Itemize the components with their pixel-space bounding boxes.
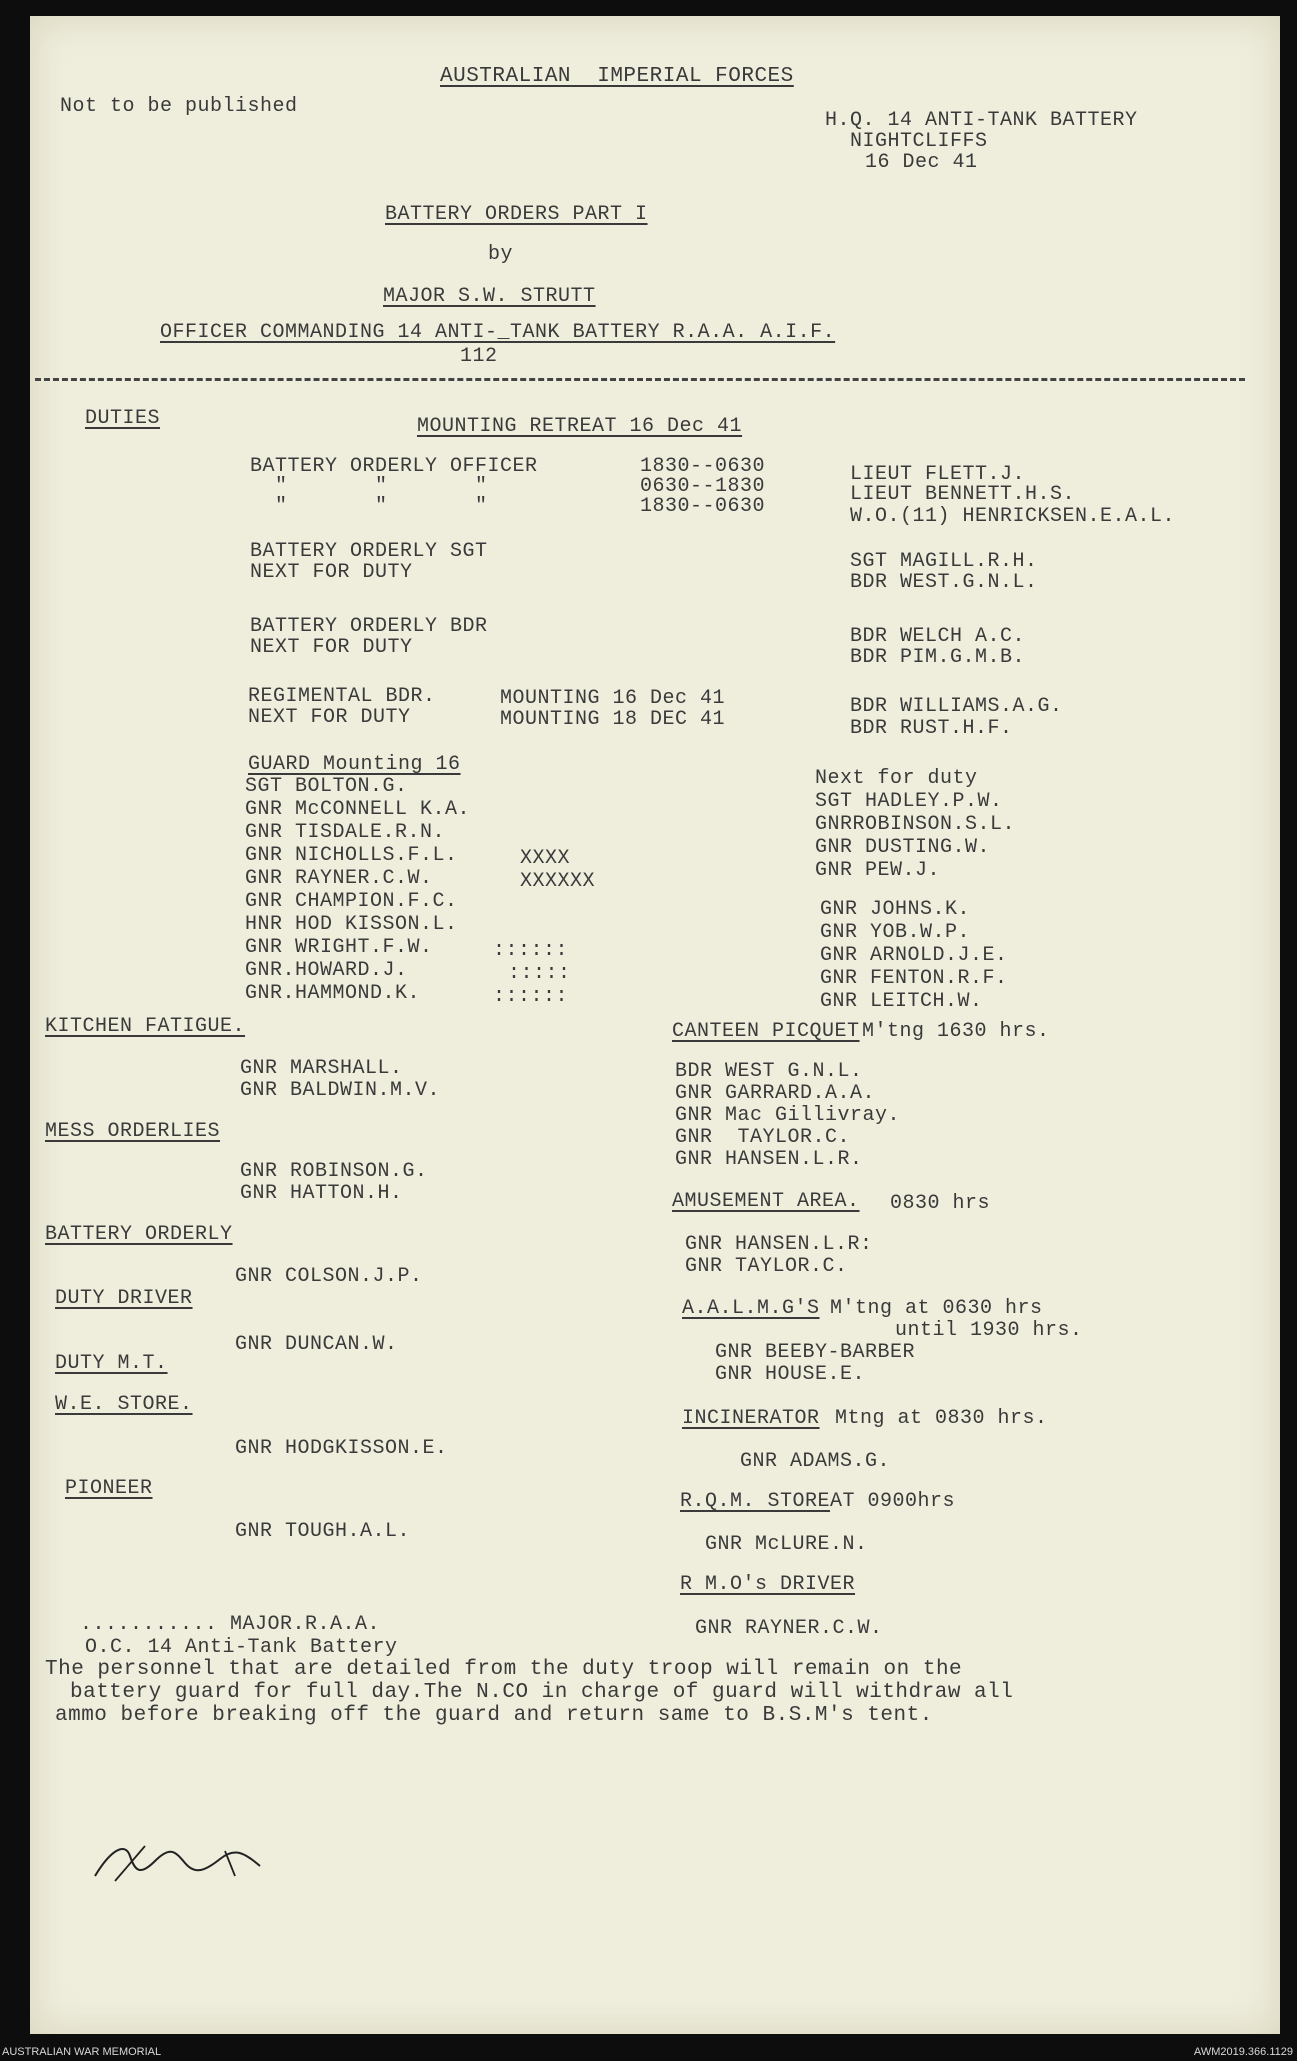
hq-line-1: H.Q. 14 ANTI-TANK BATTERY	[825, 109, 1138, 132]
incinerator-name: GNR ADAMS.G.	[740, 1450, 891, 1473]
amusement-name: GNR TAYLOR.C.	[685, 1255, 848, 1278]
reg-mount-1: MOUNTING 16 Dec 41	[500, 687, 726, 710]
reg-label-1: REGIMENTAL BDR.	[248, 685, 436, 708]
guard-heading: GUARD Mounting 16	[248, 753, 461, 776]
guard-member: GNR WRIGHT.F.W.	[245, 936, 433, 959]
officer-commanding: OFFICER COMMANDING 14 ANTI-_TANK BATTERY R.A.A. A.I.F.	[160, 321, 836, 344]
reg-mount-2: MOUNTING 18 DEC 41	[500, 708, 726, 731]
canteen-name: GNR HANSEN.L.R.	[675, 1148, 863, 1171]
next-guard-member: GNR JOHNS.K.	[820, 898, 971, 921]
duty-driver-name: GNR DUNCAN.W.	[235, 1333, 398, 1356]
footer-id: AWM2019.366.1129	[1193, 2046, 1293, 2058]
boo-time-3: 1830--0630	[640, 495, 766, 518]
guard-mark: :::::	[508, 962, 571, 985]
bob-label-1: BATTERY ORDERLY BDR	[250, 615, 488, 638]
guard-member: HNR HOD KISSON.L.	[245, 913, 458, 936]
rmo-driver-heading: R M.O's DRIVER	[680, 1573, 856, 1596]
guard-member: GNR CHAMPION.F.C.	[245, 890, 458, 913]
document-page	[30, 16, 1280, 2034]
aalmg-name: GNR BEEBY-BARBER	[715, 1341, 916, 1364]
canteen-name: GNR TAYLOR.C.	[675, 1126, 851, 1149]
boo-label-3: " " "	[275, 495, 488, 518]
canteen-name: BDR WEST G.N.L.	[675, 1060, 863, 1083]
aalmg-heading: A.A.L.M.G'S	[682, 1297, 820, 1320]
battery-orderly-heading: BATTERY ORDERLY	[45, 1223, 233, 1246]
footer-source: AUSTRALIAN WAR MEMORIAL	[2, 2046, 162, 2058]
mess-name: GNR HATTON.H.	[240, 1182, 403, 1205]
guard-member: SGT BOLTON.G.	[245, 775, 408, 798]
boo-label-1: BATTERY ORDERLY OFFICER	[250, 455, 538, 478]
pioneer-heading: PIONEER	[65, 1477, 153, 1500]
guard-mark: ::::::	[493, 985, 569, 1008]
we-store-heading: W.E. STORE.	[55, 1393, 193, 1416]
bos-label-2: NEXT FOR DUTY	[250, 561, 413, 584]
canteen-name: GNR GARRARD.A.A.	[675, 1082, 876, 1105]
canteen-time: M'tng 1630 hrs.	[862, 1020, 1050, 1043]
boo-name-3: W.O.(11) HENRICKSEN.E.A.L.	[850, 505, 1176, 528]
boo-name-1: LIEUT FLETT.J.	[850, 463, 1026, 486]
guard-member: GNR TISDALE.R.N.	[245, 821, 446, 844]
reg-label-2: NEXT FOR DUTY	[248, 706, 411, 729]
rqm-store-name: GNR McLURE.N.	[705, 1533, 868, 1556]
guard-member: GNR NICHOLLS.F.L.	[245, 844, 458, 867]
next-guard-member: GNR LEITCH.W.	[820, 990, 983, 1013]
guard-mark: ::::::	[493, 939, 569, 962]
bob-name-2: BDR PIM.G.M.B.	[850, 646, 1026, 669]
hq-line-2: NIGHTCLIFFS	[850, 130, 988, 153]
bob-label-2: NEXT FOR DUTY	[250, 636, 413, 659]
rmo-driver-name: GNR RAYNER.C.W.	[695, 1617, 883, 1640]
reg-name-2: BDR RUST.H.F.	[850, 717, 1013, 740]
order-number: 112	[460, 345, 498, 368]
closing-note-line: The personnel that are detailed from the duty troop will remain on the	[45, 1658, 963, 1681]
amusement-time: 0830 hrs	[890, 1192, 991, 1215]
signature-rank: ........... MAJOR.R.A.A.	[80, 1613, 381, 1636]
bob-name-1: BDR WELCH A.C.	[850, 625, 1026, 648]
duty-driver-heading: DUTY DRIVER	[55, 1287, 193, 1310]
bos-name-2: BDR WEST.G.N.L.	[850, 571, 1038, 594]
mounting-retreat: MOUNTING RETREAT 16 Dec 41	[417, 415, 743, 438]
amusement-name: GNR HANSEN.L.R:	[685, 1233, 873, 1256]
duties-heading: DUTIES	[85, 407, 161, 430]
bos-label-1: BATTERY ORDERLY SGT	[250, 540, 488, 563]
signature	[85, 1831, 285, 1891]
incinerator-heading: INCINERATOR	[682, 1407, 820, 1430]
boo-time-1: 1830--0630	[640, 455, 766, 478]
guard-member: GNR RAYNER.C.W.	[245, 867, 433, 890]
document-title: AUSTRALIAN IMPERIAL FORCES	[440, 65, 794, 88]
pioneer-name: GNR TOUGH.A.L.	[235, 1520, 411, 1543]
boo-time-2: 0630--1830	[640, 475, 766, 498]
canteen-name: GNR Mac Gillivray.	[675, 1104, 901, 1127]
divider-rule	[35, 378, 1245, 381]
next-guard-member: SGT HADLEY.P.W.	[815, 790, 1003, 813]
next-guard-member: GNR DUSTING.W.	[815, 836, 991, 859]
not-published-note: Not to be published	[60, 95, 298, 118]
next-guard-member: GNRROBINSON.S.L.	[815, 813, 1016, 836]
next-for-duty-heading: Next for duty	[815, 767, 978, 790]
closing-note-line: battery guard for full day.The N.CO in charge of guard will withdraw all	[70, 1681, 1014, 1704]
next-guard-member: GNR ARNOLD.J.E.	[820, 944, 1008, 967]
rqm-store-time: AT 0900hrs	[830, 1490, 956, 1513]
duty-mt-heading: DUTY M.T.	[55, 1352, 168, 1375]
orders-by: by	[488, 243, 514, 266]
amusement-area-heading: AMUSEMENT AREA.	[672, 1190, 860, 1213]
guard-member: GNR.HAMMOND.K.	[245, 982, 421, 1005]
aalmg-time: M'tng at 0630 hrs	[830, 1297, 1043, 1320]
mess-name: GNR ROBINSON.G.	[240, 1160, 428, 1183]
canteen-picquet-heading: CANTEEN PICQUET	[672, 1020, 860, 1043]
aalmg-until: until 1930 hrs.	[895, 1319, 1083, 1342]
bos-name-1: SGT MAGILL.R.H.	[850, 550, 1038, 573]
kitchen-fatigue-heading: KITCHEN FATIGUE.	[45, 1015, 246, 1038]
major-name: MAJOR S.W. STRUTT	[383, 285, 596, 308]
closing-note-line: ammo before breaking off the guard and return same to B.S.M's tent.	[55, 1704, 933, 1727]
orders-heading: BATTERY ORDERS PART I	[385, 203, 648, 226]
boo-name-2: LIEUT BENNETT.H.S.	[850, 483, 1076, 506]
aalmg-name: GNR HOUSE.E.	[715, 1363, 866, 1386]
rqm-store-heading: R.Q.M. STORE	[680, 1490, 831, 1513]
next-guard-member: GNR FENTON.R.F.	[820, 967, 1008, 990]
boo-label-2: " " "	[275, 475, 488, 498]
reg-name-1: BDR WILLIAMS.A.G.	[850, 695, 1063, 718]
mess-orderlies-heading: MESS ORDERLIES	[45, 1120, 221, 1143]
kitchen-name: GNR MARSHALL.	[240, 1057, 403, 1080]
guard-member: GNR McCONNELL K.A.	[245, 798, 471, 821]
signature-title: O.C. 14 Anti-Tank Battery	[85, 1636, 398, 1659]
incinerator-time: Mtng at 0830 hrs.	[835, 1407, 1048, 1430]
guard-member: GNR.HOWARD.J.	[245, 959, 408, 982]
guard-mark: XXXXXX	[520, 870, 596, 893]
hq-date: 16 Dec 41	[865, 151, 978, 174]
guard-mark: XXXX	[520, 847, 571, 870]
kitchen-name: GNR BALDWIN.M.V.	[240, 1079, 441, 1102]
we-store-name: GNR HODGKISSON.E.	[235, 1437, 448, 1460]
battery-orderly-name: GNR COLSON.J.P.	[235, 1265, 423, 1288]
next-guard-member: GNR YOB.W.P.	[820, 921, 971, 944]
next-guard-member: GNR PEW.J.	[815, 859, 941, 882]
